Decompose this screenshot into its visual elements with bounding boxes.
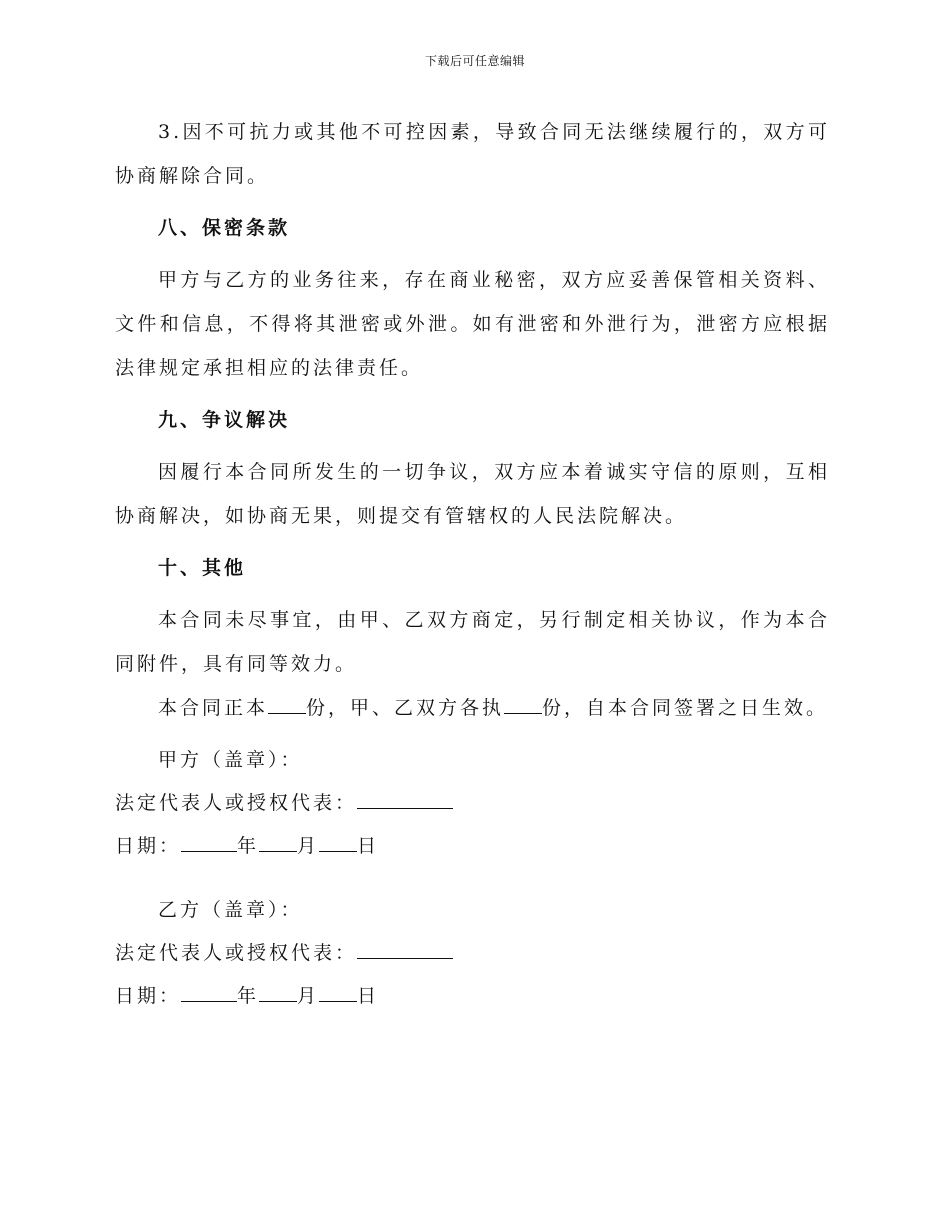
- spacer: [115, 772, 830, 790]
- spacer: [115, 730, 830, 748]
- spacer: [115, 432, 830, 450]
- copies-each-blank[interactable]: [504, 695, 542, 714]
- spacer: [115, 858, 830, 880]
- section-heading-confidentiality: 八、保密条款: [158, 217, 291, 239]
- party-b-rep-line: [115, 940, 830, 965]
- party-b-date-label: 日期：: [115, 985, 182, 1007]
- spacer: [115, 580, 830, 598]
- party-b-year-label: 年: [237, 985, 260, 1007]
- section-heading-dispute: 九、争议解决: [158, 409, 291, 431]
- document-body: [115, 110, 830, 1008]
- party-b-rep-blank[interactable]: [357, 940, 453, 959]
- party-a-rep-label: 法定代表人或授权代表：: [115, 792, 358, 814]
- page-header: [0, 53, 950, 69]
- spacer: [115, 922, 830, 940]
- spacer: [115, 240, 830, 258]
- party-a-day-label: 日: [357, 835, 380, 857]
- party-a-date-label: 日期：: [115, 835, 182, 857]
- spacer: [115, 965, 830, 983]
- party-a-day-blank[interactable]: [319, 833, 357, 852]
- copies-text-3: 份，自本合同签署之日生效。: [542, 697, 829, 719]
- party-a-rep-blank[interactable]: [357, 790, 453, 809]
- party-b-year-blank[interactable]: [181, 983, 237, 1002]
- spacer: [115, 538, 830, 556]
- party-b-day-label: 日: [357, 985, 380, 1007]
- clause-force-majeure: 3.因不可抗力或其他不可控因素，导致合同无法继续履行的，双方可协商解除合同。: [115, 121, 830, 187]
- copies-text-2: 份，甲、乙双方各执: [306, 697, 505, 719]
- party-b-month-label: 月: [297, 985, 320, 1007]
- section-heading-other: 十、其他: [158, 557, 247, 579]
- party-b-date-line: [115, 983, 830, 1008]
- party-a-year-blank[interactable]: [181, 833, 237, 852]
- spacer: [115, 815, 830, 833]
- party-a-title: 甲方（盖章）：: [158, 749, 303, 771]
- party-b-title: 乙方（盖章）：: [158, 899, 303, 921]
- party-b-month-blank[interactable]: [259, 983, 297, 1002]
- clause-dispute: 因履行本合同所发生的一切争议，双方应本着诚实守信的原则，互相协商解决，如协商无果，则提交有管辖权的人民法院解决。: [115, 461, 830, 527]
- copies-original-blank[interactable]: [268, 695, 306, 714]
- party-a-month-label: 月: [297, 835, 320, 857]
- clause-copies: [115, 686, 830, 730]
- party-a-rep-line: [115, 790, 830, 815]
- header-text: 下载后可任意编辑: [424, 54, 525, 68]
- spacer: [115, 390, 830, 408]
- party-a-year-label: 年: [237, 835, 260, 857]
- copies-text-1: 本合同正本: [158, 697, 269, 719]
- spacer: [115, 198, 830, 216]
- party-b-day-blank[interactable]: [319, 983, 357, 1002]
- party-a-date-line: [115, 833, 830, 858]
- spacer: [115, 880, 830, 898]
- clause-other: 本合同未尽事宜，由甲、乙双方商定，另行制定相关协议，作为本合同附件，具有同等效力。: [115, 609, 830, 675]
- header-divider: [115, 78, 835, 79]
- clause-confidentiality: 甲方与乙方的业务往来，存在商业秘密，双方应妥善保管相关资料、文件和信息，不得将其泄密或外泄。如有泄密和外泄行为，泄密方应根据法律规定承担相应的法律责任。: [115, 269, 830, 379]
- party-b-rep-label: 法定代表人或授权代表：: [115, 942, 358, 964]
- party-a-month-blank[interactable]: [259, 833, 297, 852]
